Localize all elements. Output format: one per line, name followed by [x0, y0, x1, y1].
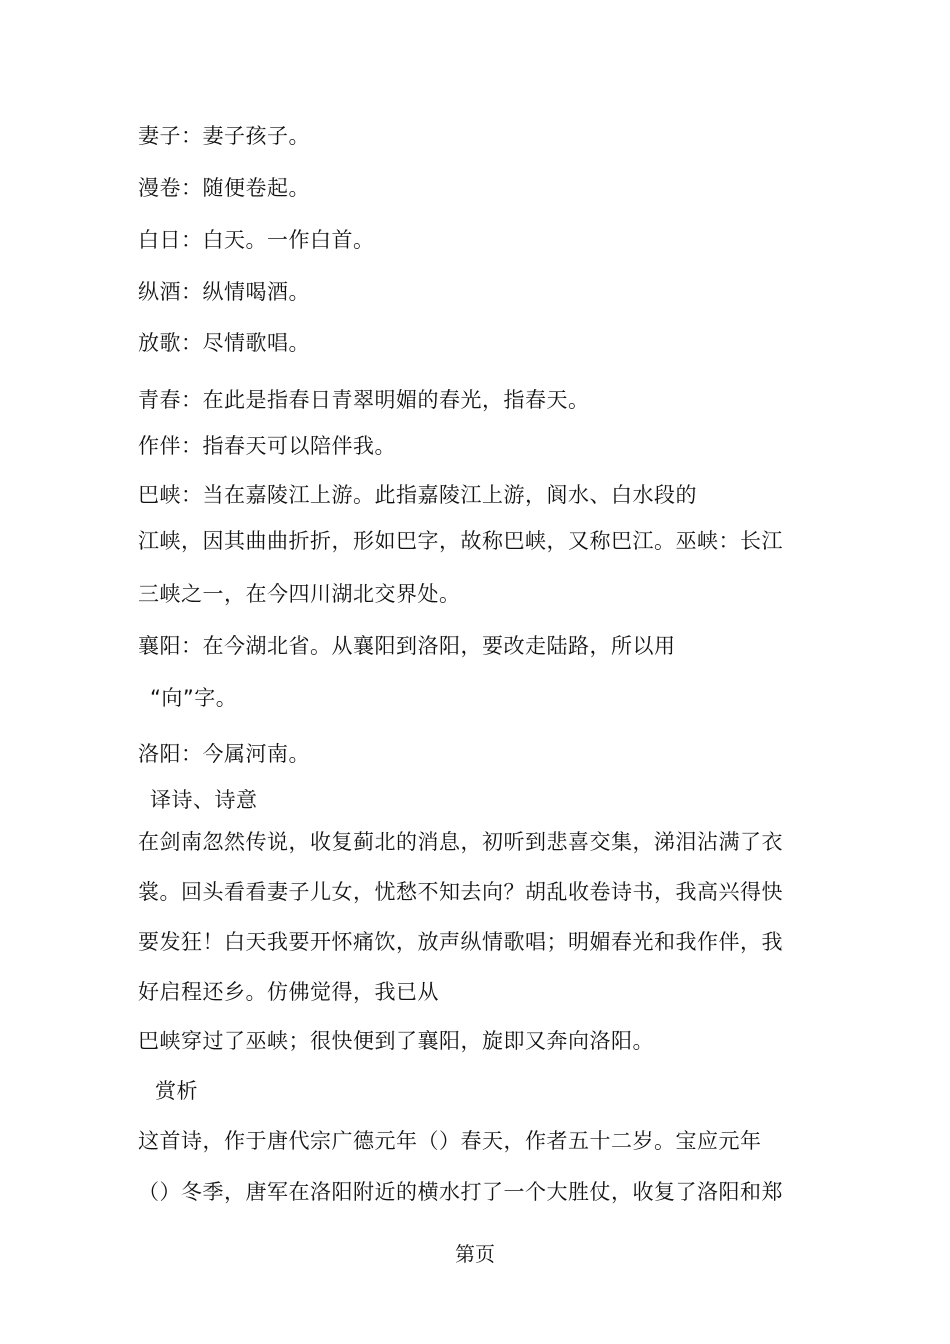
- note-manjuan: 漫卷：随便卷起。: [138, 176, 310, 200]
- translation-line: 好启程还乡。仿佛觉得，我已从: [138, 980, 439, 1004]
- note-luoyang: 洛阳：今属河南。: [138, 742, 310, 766]
- note-wife: 妻子：妻子孩子。: [138, 124, 310, 148]
- page-footer: 第页: [455, 1242, 495, 1266]
- note-xiangyang-2: “向”字。: [150, 686, 238, 710]
- translation-line: 裳。回头看看妻子儿女，忧愁不知去向？胡乱收卷诗书，我高兴得快: [138, 880, 783, 904]
- note-baxia-1: 巴峡：当在嘉陵江上游。此指嘉陵江上游，阆水、白水段的: [138, 483, 697, 507]
- translation-heading: 译诗、诗意: [150, 788, 258, 812]
- note-xiangyang-1: 襄阳：在今湖北省。从襄阳到洛阳，要改走陆路，所以用: [138, 634, 676, 658]
- analysis-line: （）冬季，唐军在洛阳附近的横水打了一个大胜仗，收复了洛阳和郑: [138, 1180, 783, 1204]
- translation-line: 巴峡穿过了巫峡；很快便到了襄阳，旋即又奔向洛阳。: [138, 1029, 654, 1053]
- note-fangge: 放歌：尽情歌唱。: [138, 331, 310, 355]
- note-baxia-3: 三峡之一，在今四川湖北交界处。: [138, 582, 461, 606]
- note-zongjiu: 纵酒：纵情喝酒。: [138, 280, 310, 304]
- translation-line: 要发狂！白天我要开怀痛饮，放声纵情歌唱；明媚春光和我作伴，我: [138, 930, 783, 954]
- analysis-heading: 赏析: [155, 1079, 198, 1103]
- note-bairi: 白日：白天。一作白首。: [138, 228, 375, 252]
- note-zuoban: 作伴：指春天可以陪伴我。: [138, 434, 396, 458]
- note-qingchun: 青春：在此是指春日青翠明媚的春光，指春天。: [138, 388, 590, 412]
- analysis-line: 这首诗，作于唐代宗广德元年（）春天，作者五十二岁。宝应元年: [138, 1129, 762, 1153]
- translation-line: 在剑南忽然传说，收复蓟北的消息，初听到悲喜交集，涕泪沾满了衣: [138, 830, 783, 854]
- note-baxia-2: 江峡，因其曲曲折折，形如巴字，故称巴峡，又称巴江。巫峡：长江: [138, 529, 783, 553]
